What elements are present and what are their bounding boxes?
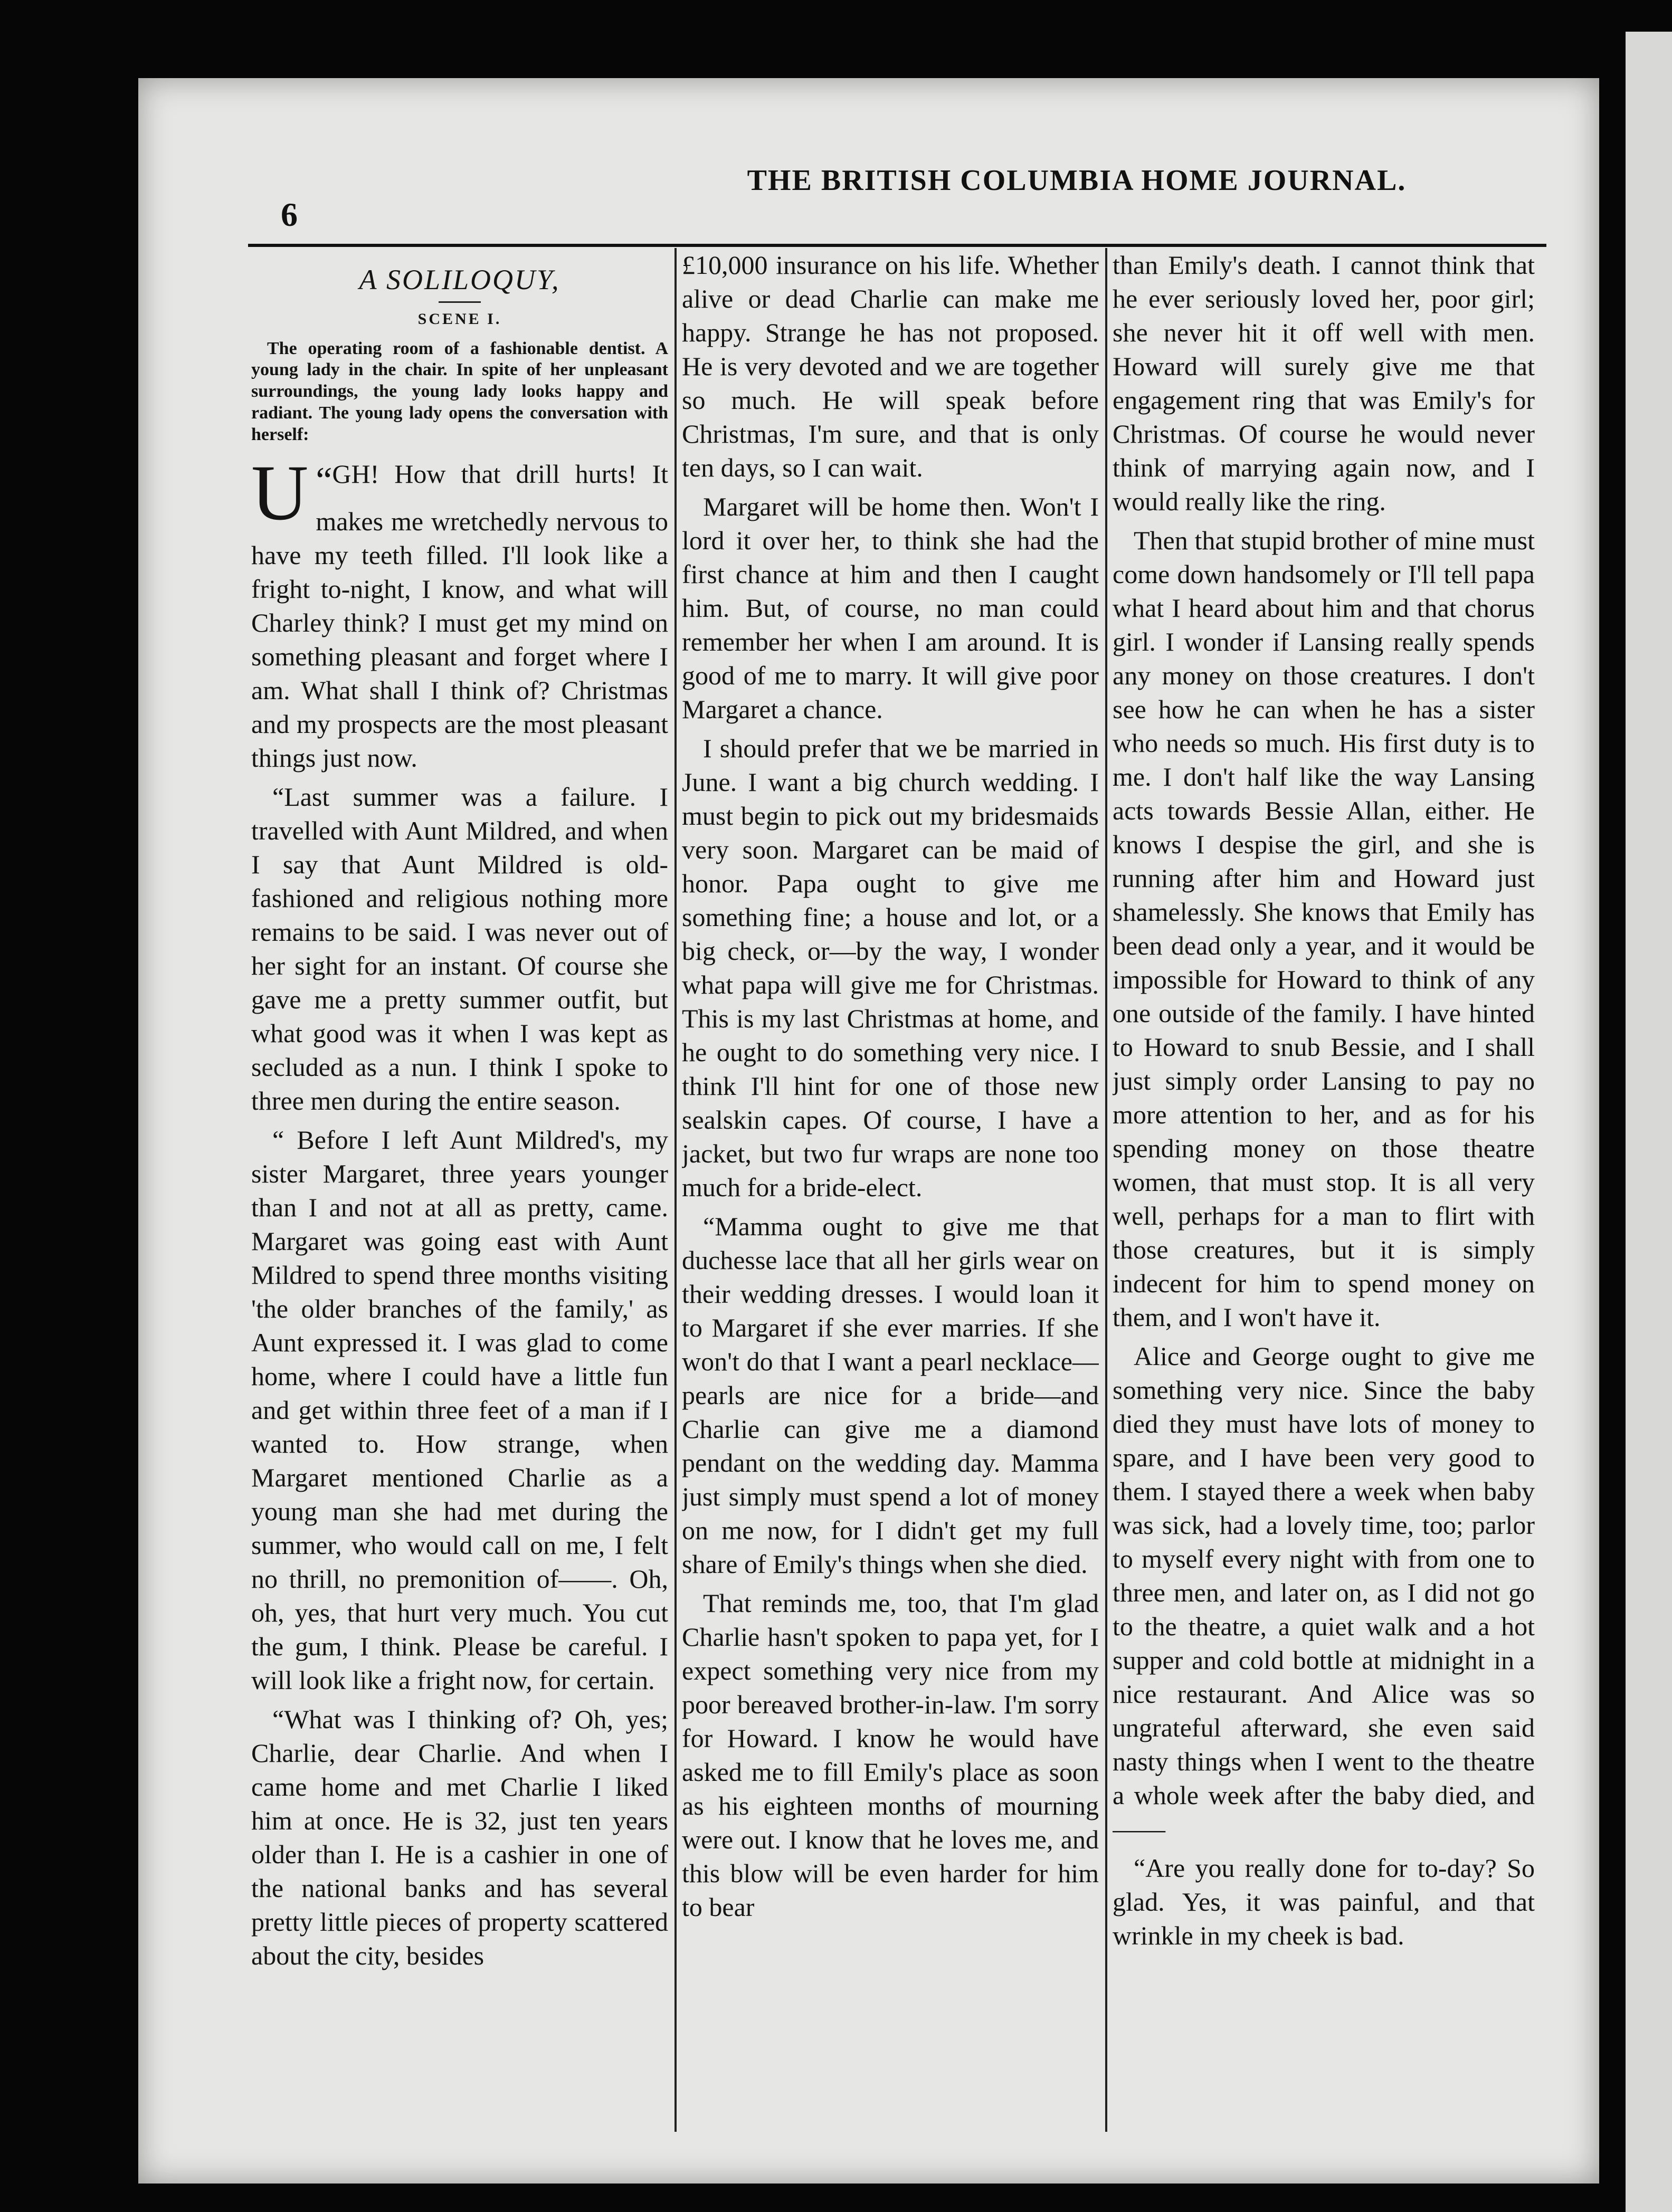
- column-3: [1113, 248, 1535, 2132]
- opening-text: GH! How that drill hurts! It makes me wretchedly nervous to have my teeth filled. I'll look like a fright to-night, I know, and what will Charley think? I must get my mind on something pleasant and forget where I am. What shall I think of? Christmas and my prospects are the most pleasant things just now.: [251, 459, 668, 773]
- paragraph: “Mamma ought to give me that duchesse lace that all her girls wear on their wedding dresses. I would loan it to Margaret if she ever marries. If she won't do that I want a pearl necklace—pearls are nice for a bride—and Charlie can give me a diamond pendant on the wedding day. Mamma just simply must spend a lot of money on me now, for I didn't get my full share of Emily's things when she died.: [682, 1212, 1099, 1579]
- header-rule: [248, 244, 1546, 247]
- column-divider: [674, 248, 677, 2132]
- paragraph: Margaret will be home then. Won't I lord it over her, to think she had the first chance at him and then I caught him. But, of course, no man could remember her when I am around. It is good of me to marry. It will give poor Margaret a chance.: [682, 492, 1099, 724]
- dropcap-quote: “: [316, 460, 332, 501]
- article-title: A SOLILOQUY,: [359, 264, 560, 295]
- paragraph: “What was I thinking of? Oh, yes; Charlie, dear Charlie. And when I came home and met Charlie I liked him at once. He is 32, just ten years older than I. He is a cashier in one of the national banks and has several pretty little pieces of property scattered about the city, besides: [251, 1704, 668, 1971]
- paragraph: That reminds me, too, that I'm glad Charlie hasn't spoken to papa yet, for I expect something very nice from my poor bereaved brother-in-law. I'm sorry for Howard. I know he would have asked me to fill Emily's place as soon as his eighteen months of mourning were out. I know that he loves me, and this blow will be even harder for him to bear: [682, 1588, 1099, 1922]
- paragraph: “Last summer was a failure. I travelled with Aunt Mildred, and when I say that Aunt Mildred is old-fashioned and religious nothing more remains to be said. I was never out of her sight for an instant. Of course she gave me a pretty summer outfit, but what good was it when I was kept as secluded as a nun. I think I spoke to three men during the entire season.: [251, 782, 668, 1116]
- title-rule: [439, 301, 481, 303]
- scene-heading: SCENE I.: [417, 310, 502, 328]
- paragraph: £10,000 insurance on his life. Whether alive or dead Charlie can make me happy. Strange he has not proposed. He is very devoted and we are together so much. He will speak before Christmas, I'm sure, and that is only ten days, so I can wait.: [682, 250, 1099, 482]
- page-number: 6: [281, 196, 298, 233]
- dropcap-letter: U: [251, 449, 309, 537]
- journal-title: THE BRITISH COLUMBIA HOME JOURNAL.: [747, 164, 1407, 197]
- paragraph: I should prefer that we be married in June. I want a big church wedding. I must begin to pick out my bridesmaids very soon. Margaret can be maid of honor. Papa ought to give me something fine; a house and lot, or a big check, or—by the way, I wonder what papa will give me for Christmas. This is my last Christmas at home, and he ought to do something very nice. I think I'll hint for one of those new sealskin capes. Of course, I have a jacket, but two fur wraps are none too much for a bride-elect.: [682, 733, 1099, 1202]
- paragraph: Alice and George ought to give me something very nice. Since the baby died they must have lots of money to spare, and I have been very good to them. I stayed there a week when baby was sick, had a lovely time, too; parlor to myself every night with from one to three men, and later on, as I did not go to the theatre, a quiet walk and a hot supper and cold bottle at midnight in a nice restaurant. And Alice was so ungrateful afterward, she even said nasty things when I went to the theatre a whole week after the baby died, and——: [1113, 1341, 1535, 1844]
- column-divider: [1105, 248, 1107, 2132]
- opening-paragraph: [251, 449, 668, 775]
- page-header: [248, 158, 1546, 233]
- column-1: [251, 248, 668, 2132]
- paragraph: “Are you really done for to-day? So glad. Yes, it was painful, and that wrinkle in my cheek is bad.: [1113, 1853, 1535, 1950]
- paragraph: “ Before I left Aunt Mildred's, my sister Margaret, three years younger than I and not at all as pretty, came. Margaret was going east with Aunt Mildred to spend three months visiting 'the older branches of the family,' as Aunt expressed it. I was glad to come home, where I could have a little fun and get within three feet of a man if I wanted to. How strange, when Margaret mentioned Charlie as a young man she had met during the summer, who would call on me, I felt no thrill, no premonition of——. Oh, oh, yes, that hurt very much. You cut the gum, I think. Please be careful. I will look like a fright now, for certain.: [251, 1125, 668, 1695]
- paragraph: than Emily's death. I cannot think that he ever seriously loved her, poor girl; she never hit it off well with men. Howard will surely give me that engagement ring that was Emily's for Christmas. Of course he would never think of marrying again now, and I would really like the ring.: [1113, 250, 1535, 516]
- paragraph: Then that stupid brother of mine must come down handsomely or I'll tell papa what I heard about him and that chorus girl. I wonder if Lansing really spends any money on those creatures. I don't see how he can when he has a sister who needs so much. His first duty is to me. I don't half like the way Lansing acts towards Bessie Allan, either. He knows I despise the girl, and she is running after him and Howard just shamelessly. She knows that Emily has been dead only a year, and it would be impossible for Howard to think of any one outside of the family. I have hinted to Howard to snub Bessie, and I shall just simply order Lansing to pay no more attention to her, and as for his spending money on those theatre women, that must stop. It is all very well, perhaps for a man to flirt with those creatures, but it is simply indecent for him to spend money on them, and I won't have it.: [1113, 526, 1535, 1332]
- stage-direction: The operating room of a fashionable dentist. A young lady in the chair. In spite of her unpleasant surroundings, the young lady looks happy and radiant. The young lady opens the conversation with herself:: [251, 338, 668, 444]
- column-2: [682, 248, 1099, 2132]
- adjacent-page-edge: [1626, 32, 1672, 2212]
